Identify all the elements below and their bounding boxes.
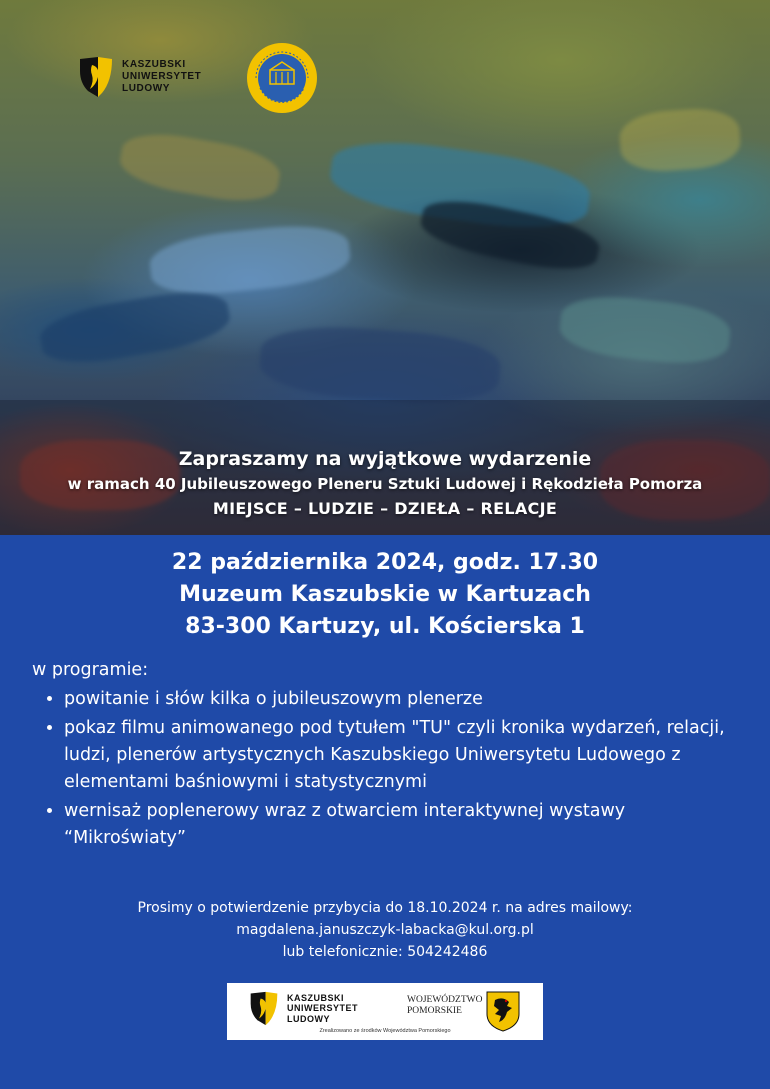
kul-logo: [78, 55, 201, 99]
details-panel: [0, 535, 770, 1089]
kul-emblem-icon: [78, 55, 114, 99]
invitation-motto: MIEJSCE – LUDZIE – DZIEŁA – RELACJE: [212, 499, 558, 518]
program-intro: w programie:: [32, 660, 149, 680]
kul-emblem-icon: [249, 990, 279, 1027]
woj-line: WOJEWÓDZTWO: [407, 995, 483, 1005]
kul-logo-line: KASZUBSKI: [122, 59, 186, 70]
funding-note: Zrealizowano ze środków Województwa Pomorskiego: [319, 1028, 451, 1034]
footer-kul-line: KASZUBSKI: [287, 992, 345, 1003]
museum-kaszubskie-seal-icon: [246, 42, 318, 114]
invitation-heading: Zapraszamy na wyjątkowe wydarzenie: [178, 448, 592, 470]
event-details: [0, 547, 770, 643]
rsvp-section: [0, 897, 770, 963]
rsvp-phone: lub telefonicznie: 504242486: [282, 944, 488, 960]
program-section: [32, 657, 752, 854]
program-item: • pokaz filmu animowanego pod tytułem "TU" czyli kronika wydarzeń, relacji, ludzi, plenerów artystycznych Kaszubskiego Uniwersytetu Ludowego z elementami baśniowymi i statystycznymi: [64, 715, 752, 796]
woj-line: POMORSKIE: [407, 1006, 462, 1016]
kul-logo-line: UNIWERSYTET: [122, 71, 202, 82]
wojewodztwo-pomorskie-logo: [407, 995, 482, 1017]
program-list: [32, 686, 752, 852]
event-venue: Muzeum Kaszubskie w Kartuzach: [179, 582, 591, 607]
hero-painting: [0, 0, 770, 535]
footer-kul-line: UNIWERSYTET: [287, 1003, 359, 1014]
hero-invitation: [0, 446, 770, 522]
sponsor-logos-box: [227, 983, 543, 1040]
kul-logo-line: LUDOWY: [122, 83, 171, 94]
rsvp-text: Prosimy o potwierdzenie przybycia do 18.10.2024 r. na adres mailowy:: [137, 900, 633, 916]
invitation-subheading: w ramach 40 Jubileuszowego Pleneru Sztuki Ludowej i Rękodzieła Pomorza: [67, 475, 703, 493]
rsvp-email-link[interactable]: magdalena.januszczyk-labacka@kul.org.pl: [236, 922, 534, 938]
event-address: 83-300 Kartuzy, ul. Kościerska 1: [185, 614, 585, 639]
program-item: • wernisaż poplenerowy wraz z otwarciem interaktywnej wystawy “Mikroświaty”: [64, 798, 752, 852]
event-date-time: 22 października 2024, godz. 17.30: [171, 550, 599, 575]
griffin-crest-icon: [485, 990, 521, 1032]
footer-kul-line: LUDOWY: [287, 1013, 330, 1024]
footer-kul-logo: [249, 990, 358, 1027]
program-item: • powitanie i słów kilka o jubileuszowym plenerze: [64, 686, 752, 713]
